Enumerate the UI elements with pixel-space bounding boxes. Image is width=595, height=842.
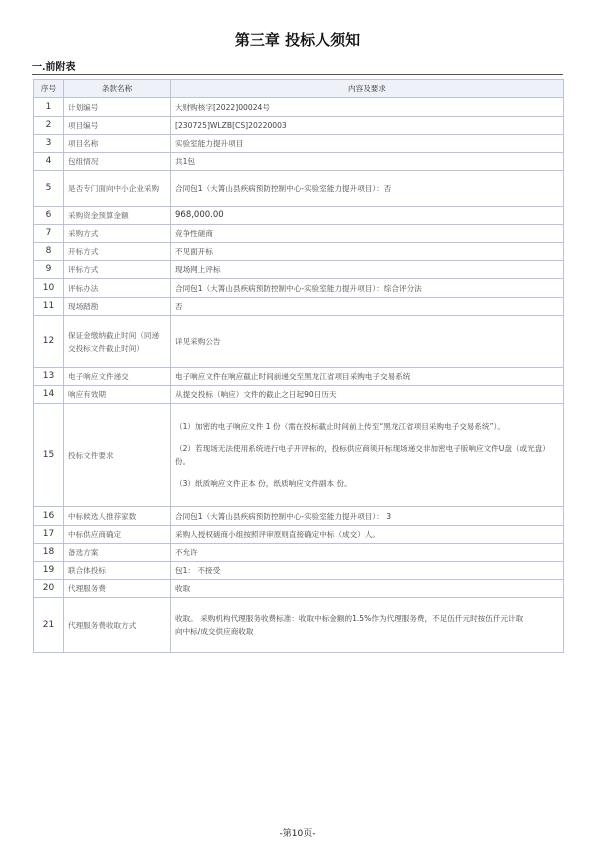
table-row bbox=[34, 207, 564, 225]
table-row bbox=[34, 298, 564, 316]
row-number: 18 bbox=[34, 544, 64, 562]
requirement-line-1: （1）加密的电子响应文件 1 份（需在投标截止时间前上传至“黑龙江省项目采购电子交易系统”）。 bbox=[175, 422, 505, 431]
header-item: 条款名称 bbox=[64, 80, 171, 98]
row-number: 10 bbox=[34, 279, 64, 298]
table-row bbox=[34, 98, 564, 117]
header-content: 内容及要求 bbox=[171, 80, 564, 98]
section-heading: 一.前附表 bbox=[32, 62, 76, 73]
row-content bbox=[171, 404, 564, 507]
row-number: 21 bbox=[34, 598, 64, 653]
row-item: 采购方式 bbox=[64, 225, 171, 243]
table-row bbox=[34, 368, 564, 386]
row-item: 响应有效期 bbox=[64, 386, 171, 404]
row-content: 详见采购公告 bbox=[171, 316, 564, 368]
row-content: 收取 bbox=[171, 580, 564, 598]
row-item: 中标供应商确定 bbox=[64, 526, 171, 544]
row-content: 否 bbox=[171, 298, 564, 316]
row-content: [230725]WLZB[CS]20220003 bbox=[171, 117, 564, 135]
row-number: 8 bbox=[34, 243, 64, 261]
table-row bbox=[34, 404, 564, 507]
table-row bbox=[34, 261, 564, 279]
table-row bbox=[34, 316, 564, 368]
row-number: 4 bbox=[34, 153, 64, 171]
spacer bbox=[175, 468, 559, 477]
row-item: 评标办法 bbox=[64, 279, 171, 298]
row-content: 合同包1（大箐山县疾病预防控制中心-实验室能力提升项目）：综合评分法 bbox=[171, 279, 564, 298]
row-item: 代理服务费 bbox=[64, 580, 171, 598]
row-item: 评标方式 bbox=[64, 261, 171, 279]
table-row bbox=[34, 507, 564, 526]
row-content: 包1： 不接受 bbox=[171, 562, 564, 580]
header-no: 序号 bbox=[34, 80, 64, 98]
requirement-line-2: （2）若现场无法使用系统进行电子开评标的，投标供应商须开标现场递交非加密电子版响应文件U盘（或光盘）份。 bbox=[175, 444, 550, 466]
row-number: 11 bbox=[34, 298, 64, 316]
table-row bbox=[34, 544, 564, 562]
row-content: 合同包1（大箐山县疾病预防控制中心-实验室能力提升项目）：否 bbox=[171, 171, 564, 207]
row-item: 保证金缴纳截止时间（同递交投标文件截止时间） bbox=[64, 316, 171, 368]
requirement-line-3: （3）纸质响应文件正本 份，纸质响应文件副本 份。 bbox=[175, 479, 352, 488]
row-content: 不见面开标 bbox=[171, 243, 564, 261]
row-item: 计划编号 bbox=[64, 98, 171, 117]
row-number: 6 bbox=[34, 207, 64, 225]
row-item: 中标候选人推荐家数 bbox=[64, 507, 171, 526]
row-content: 从提交投标（响应）文件的截止之日起90日历天 bbox=[171, 386, 564, 404]
row-content: 合同包1（大箐山县疾病预防控制中心-实验室能力提升项目）： 3 bbox=[171, 507, 564, 526]
row-item: 投标文件要求 bbox=[64, 404, 171, 507]
table-row bbox=[34, 171, 564, 207]
fee-payer-text: 向中标/成交供应商收取 bbox=[175, 627, 254, 636]
table-row bbox=[34, 225, 564, 243]
row-content: 竞争性磋商 bbox=[171, 225, 564, 243]
row-content: 电子响应文件在响应截止时间前递交至黑龙江省项目采购电子交易系统 bbox=[171, 368, 564, 386]
row-item: 电子响应文件递交 bbox=[64, 368, 171, 386]
table-header-row bbox=[34, 80, 564, 98]
front-attachment-table bbox=[33, 79, 564, 653]
row-number: 7 bbox=[34, 225, 64, 243]
table-row bbox=[34, 526, 564, 544]
table-row bbox=[34, 598, 564, 653]
row-item: 项目编号 bbox=[64, 117, 171, 135]
table-row bbox=[34, 580, 564, 598]
row-content: 不允许 bbox=[171, 544, 564, 562]
row-content: 现场网上评标 bbox=[171, 261, 564, 279]
row-item: 现场踏勘 bbox=[64, 298, 171, 316]
row-number: 3 bbox=[34, 135, 64, 153]
section-divider bbox=[32, 74, 563, 75]
row-item: 开标方式 bbox=[64, 243, 171, 261]
table-row bbox=[34, 562, 564, 580]
row-item: 联合体投标 bbox=[64, 562, 171, 580]
row-content: 共1包 bbox=[171, 153, 564, 171]
table-row bbox=[34, 279, 564, 298]
row-content: 实验室能力提升项目 bbox=[171, 135, 564, 153]
row-item: 是否专门面向中小企业采购 bbox=[64, 171, 171, 207]
row-number: 17 bbox=[34, 526, 64, 544]
row-number: 14 bbox=[34, 386, 64, 404]
table-row bbox=[34, 135, 564, 153]
row-item: 采购资金预算金额 bbox=[64, 207, 171, 225]
table-row bbox=[34, 386, 564, 404]
row-item: 备选方案 bbox=[64, 544, 171, 562]
row-number: 16 bbox=[34, 507, 64, 526]
page-title: 第三章 投标人须知 bbox=[234, 31, 361, 49]
row-content: 大财购核字[2022]00024号 bbox=[171, 98, 564, 117]
row-content: 采购人授权磋商小组按照评审原则直接确定中标（成交）人。 bbox=[171, 526, 564, 544]
row-number: 5 bbox=[34, 171, 64, 207]
row-content bbox=[171, 598, 564, 653]
row-number: 13 bbox=[34, 368, 64, 386]
table-row bbox=[34, 153, 564, 171]
row-number: 15 bbox=[34, 404, 64, 507]
row-number: 9 bbox=[34, 261, 64, 279]
row-number: 19 bbox=[34, 562, 64, 580]
row-number: 12 bbox=[34, 316, 64, 368]
row-content: 968,000.00 bbox=[171, 207, 564, 225]
row-item: 包组情况 bbox=[64, 153, 171, 171]
fee-standard-text: 收取。 采购机构代理服务收费标准：收取中标金额的1.5%作为代理服务费，不足伍仟元时按伍仟元计取 bbox=[175, 614, 524, 623]
row-number: 20 bbox=[34, 580, 64, 598]
row-item: 代理服务费收取方式 bbox=[64, 598, 171, 653]
row-number: 1 bbox=[34, 98, 64, 117]
table-row bbox=[34, 243, 564, 261]
row-number: 2 bbox=[34, 117, 64, 135]
table-row bbox=[34, 117, 564, 135]
spacer bbox=[175, 433, 559, 442]
page-number: -第10页- bbox=[279, 829, 316, 839]
row-item: 项目名称 bbox=[64, 135, 171, 153]
